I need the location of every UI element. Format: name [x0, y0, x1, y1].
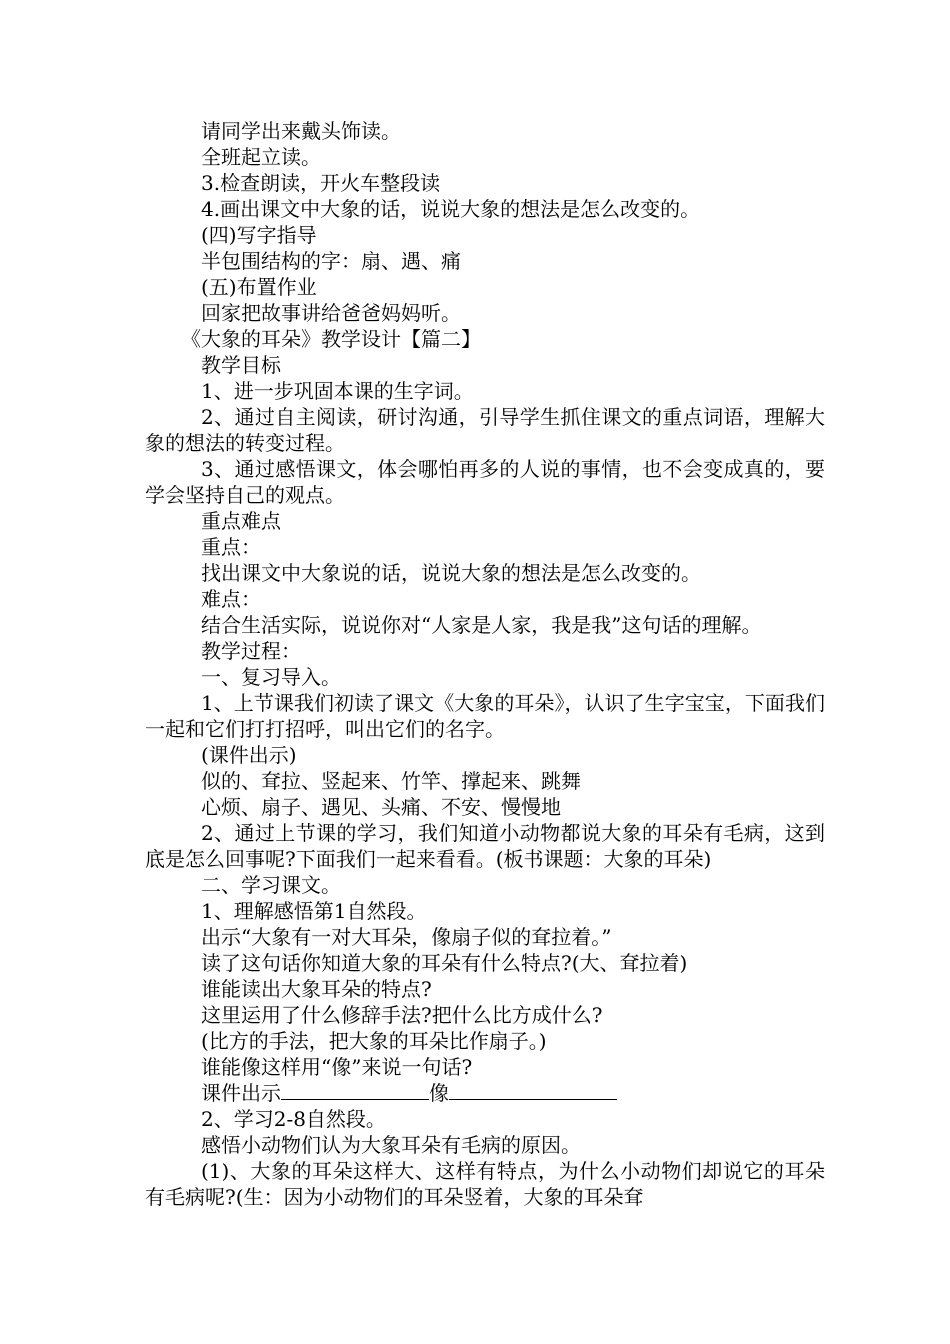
text-paragraph: 2、通过自主阅读，研讨沟通，引导学生抓住课文的重点词语，理解大象的想法的转变过程。 — [145, 405, 825, 455]
text-line: 全班起立读。 — [201, 145, 321, 169]
text-line: 一、复习导入。 — [201, 665, 341, 689]
section-heading: 重点难点 — [201, 509, 281, 533]
section-heading: 二、学习课文。 — [201, 873, 341, 897]
text-line: 出示“大象有一对大耳朵，像扇子似的耷拉着。” — [201, 925, 612, 949]
article-title: 《大象的耳朵》教学设计【篇二】 — [181, 327, 481, 351]
text-paragraph: 1、上节课我们初读了课文《大象的耳朵》，认识了生字宝宝，下面我们一起和它们打打招呼，叫出它们的名字。 — [145, 691, 825, 741]
text-line: 谁能读出大象耳朵的特点? — [201, 977, 432, 1001]
text-line: 3.检查朗读，开火车整段读 — [201, 171, 441, 195]
text-line: 感悟小动物们认为大象耳朵有毛病的原因。 — [201, 1133, 581, 1157]
text-line: 谁能像这样用“像”来说一句话? — [201, 1055, 473, 1079]
text-line: 1、理解感悟第1自然段。 — [201, 899, 427, 923]
text-line: 似的、耷拉、竖起来、竹竿、撑起来、跳舞 — [201, 769, 581, 793]
fill-middle: 像 — [429, 1081, 449, 1105]
text-paragraph: (1)、大象的耳朵这样大、这样有特点，为什么小动物们却说它的耳朵有毛病呢?(生：因为小动物们的耳朵竖着，大象的耳朵耷 — [145, 1159, 825, 1209]
document-body — [145, 118, 825, 1210]
text-line: 读了这句话你知道大象的耳朵有什么特点?(大、耷拉着) — [201, 951, 688, 975]
text-line: 1、进一步巩固本课的生字词。 — [201, 379, 474, 403]
section-heading: 教学过程： — [201, 639, 301, 663]
text-line: 重点： — [201, 535, 261, 559]
fill-in-line — [145, 1080, 825, 1106]
text-line: 心烦、扇子、遇见、头痛、不安、慢慢地 — [201, 795, 561, 819]
text-line: (比方的手法，把大象的耳朵比作扇子。) — [201, 1029, 547, 1053]
text-line: 半包围结构的字：扇、遇、痛 — [201, 249, 461, 273]
text-line: 难点： — [201, 587, 261, 611]
text-line: 找出课文中大象说的话，说说大象的想法是怎么改变的。 — [201, 561, 701, 585]
blank-underline — [449, 1081, 617, 1100]
text-line: (课件出示) — [201, 743, 297, 767]
section-heading: (四)写字指导 — [201, 223, 317, 247]
section-heading: 教学目标 — [201, 353, 281, 377]
blank-underline — [281, 1081, 429, 1100]
fill-prefix: 课件出示 — [201, 1081, 281, 1105]
text-line: 这里运用了什么修辞手法?把什么比方成什么? — [201, 1003, 603, 1027]
text-line: 4.画出课文中大象的话，说说大象的想法是怎么改变的。 — [201, 197, 701, 221]
text-line: 回家把故事讲给爸爸妈妈听。 — [201, 301, 461, 325]
text-line: 请同学出来戴头饰读。 — [201, 119, 401, 143]
text-paragraph: 3、通过感悟课文，体会哪怕再多的人说的事情，也不会变成真的，要学会坚持自己的观点。 — [145, 457, 825, 507]
text-paragraph: 结合生活实际，说说你对“人家是人家，我是我”这句话的理解。 — [201, 613, 762, 637]
section-heading: (五)布置作业 — [201, 275, 317, 299]
text-paragraph: 2、通过上节课的学习，我们知道小动物都说大象的耳朵有毛病，这到底是怎么回事呢?下面我们一起来看看。(板书课题：大象的耳朵) — [145, 821, 825, 871]
text-line: 2、学习2-8自然段。 — [201, 1107, 386, 1131]
